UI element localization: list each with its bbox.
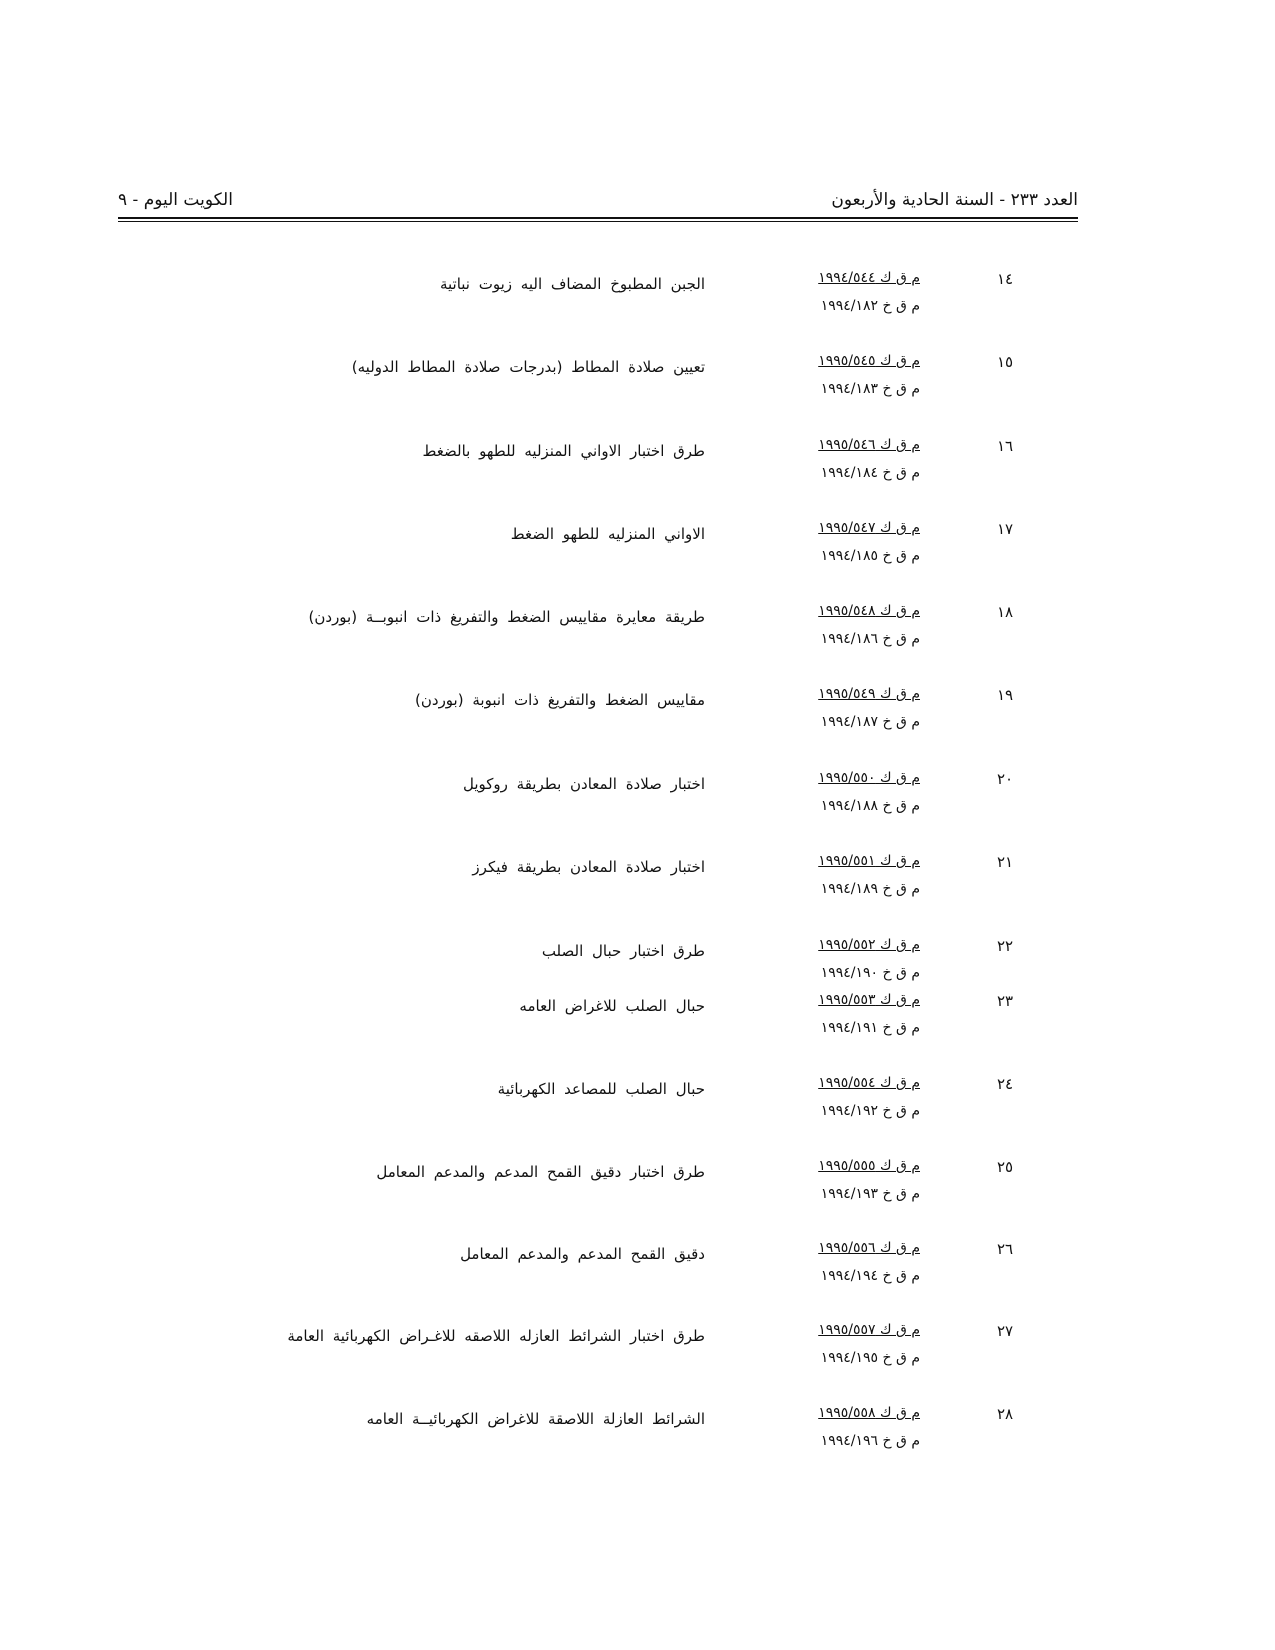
entry-code-primary: م ق ك ١٩٩٥/٥٤٧ xyxy=(818,520,920,536)
entry-code-secondary: م ق خ ١٩٩٤/١٩٢ xyxy=(820,1103,920,1119)
entry-title: طرق اختبار الاواني المنزليه للطهو بالضغط xyxy=(422,442,705,460)
entry-code-primary: م ق ك ١٩٩٥/٥٥٣ xyxy=(818,992,920,1008)
entry-code-primary: م ق ك ١٩٩٤/٥٤٤ xyxy=(818,270,920,286)
entry-title: حبال الصلب للمصاعد الكهربائية xyxy=(497,1080,705,1098)
entry-number: ٢٥ xyxy=(996,1158,1014,1176)
entry-code-secondary: م ق خ ١٩٩٤/١٩١ xyxy=(820,1020,920,1036)
entry-code-primary: م ق ك ١٩٩٥/٥٥٠ xyxy=(818,770,920,786)
entry-title: اختبار صلادة المعادن بطريقة روكويل xyxy=(463,775,705,793)
entry-title: حبال الصلب للاغراض العامه xyxy=(519,997,705,1015)
entry-code-secondary: م ق خ ١٩٩٤/١٨٦ xyxy=(820,631,920,647)
list-item xyxy=(0,353,1275,423)
entry-number: ٢١ xyxy=(996,853,1014,871)
entry-code-secondary: م ق خ ١٩٩٤/١٨٧ xyxy=(820,714,920,730)
entry-number: ٢٧ xyxy=(996,1322,1014,1340)
entry-code-secondary: م ق خ ١٩٩٤/١٨٤ xyxy=(820,465,920,481)
list-item xyxy=(0,853,1275,923)
entry-title: طرق اختبار حبال الصلب xyxy=(541,942,705,960)
list-item xyxy=(0,1158,1275,1228)
entry-title: دقيق القمح المدعم والمدعم المعامل xyxy=(460,1245,705,1263)
entry-number: ٢٦ xyxy=(996,1240,1014,1258)
entry-title: الجبن المطبوخ المضاف اليه زيوت نباتية xyxy=(439,275,705,293)
entry-code-primary: م ق ك ١٩٩٥/٥٤٨ xyxy=(818,603,920,619)
list-item xyxy=(0,1075,1275,1145)
entry-code-secondary: م ق خ ١٩٩٤/١٨٨ xyxy=(820,798,920,814)
entry-title: تعيين صلادة المطاط (بدرجات صلادة المطاط الدوليه) xyxy=(351,358,705,376)
list-item xyxy=(0,520,1275,590)
entry-title: اختبار صلادة المعادن بطريقة فيكرز xyxy=(472,858,705,876)
entry-code-secondary: م ق خ ١٩٩٤/١٩٠ xyxy=(820,965,920,981)
entry-number: ١٥ xyxy=(996,353,1014,371)
entry-number: ٢٢ xyxy=(996,937,1014,955)
entry-code-primary: م ق ك ١٩٩٥/٥٤٩ xyxy=(818,686,920,702)
list-item xyxy=(0,992,1275,1062)
entry-code-primary: م ق ك ١٩٩٥/٥٥٢ xyxy=(818,937,920,953)
entry-code-primary: م ق ك ١٩٩٥/٥٥١ xyxy=(818,853,920,869)
entry-title: الاواني المنزليه للطهو الضغط xyxy=(510,525,705,543)
header-page-label: الكويت اليوم - ٩ xyxy=(118,190,233,210)
entry-code-secondary: م ق خ ١٩٩٤/١٩٥ xyxy=(820,1350,920,1366)
entry-number: ١٨ xyxy=(996,603,1014,621)
entry-code-secondary: م ق خ ١٩٩٤/١٩٤ xyxy=(820,1268,920,1284)
entry-number: ٢٣ xyxy=(996,992,1014,1010)
list-item xyxy=(0,686,1275,756)
entry-code-secondary: م ق خ ١٩٩٤/١٨٣ xyxy=(820,381,920,397)
entry-title: طريقة معايرة مقاييس الضغط والتفريغ ذات انبوبــة (بوردن) xyxy=(308,608,705,626)
entry-number: ١٧ xyxy=(996,520,1014,538)
list-item xyxy=(0,1240,1275,1310)
entry-code-secondary: م ق خ ١٩٩٤/١٩٦ xyxy=(820,1433,920,1449)
list-item xyxy=(0,437,1275,507)
entry-code-primary: م ق ك ١٩٩٥/٥٤٥ xyxy=(818,353,920,369)
list-item xyxy=(0,1322,1275,1392)
entry-code-secondary: م ق خ ١٩٩٤/١٨٩ xyxy=(820,881,920,897)
entry-code-secondary: م ق خ ١٩٩٤/١٩٣ xyxy=(820,1186,920,1202)
entry-code-primary: م ق ك ١٩٩٥/٥٤٦ xyxy=(818,437,920,453)
entry-code-secondary: م ق خ ١٩٩٤/١٨٢ xyxy=(820,298,920,314)
list-item xyxy=(0,603,1275,673)
entry-code-secondary: م ق خ ١٩٩٤/١٨٥ xyxy=(820,548,920,564)
entry-number: ٢٤ xyxy=(996,1075,1014,1093)
entry-number: ١٩ xyxy=(996,686,1014,704)
list-item xyxy=(0,270,1275,340)
entry-code-primary: م ق ك ١٩٩٥/٥٥٦ xyxy=(818,1240,920,1256)
list-item xyxy=(0,770,1275,840)
entry-code-primary: م ق ك ١٩٩٥/٥٥٨ xyxy=(818,1405,920,1421)
entry-number: ١٦ xyxy=(996,437,1014,455)
header-issue-label: العدد ٢٣٣ - السنة الحادية والأربعون xyxy=(831,190,1078,210)
entry-number: ٢٨ xyxy=(996,1405,1014,1423)
entry-title: طرق اختبار الشرائط العازله اللاصقه للاغـراض الكهربائية العامة xyxy=(287,1327,705,1345)
entry-number: ١٤ xyxy=(996,270,1014,288)
entry-title: الشرائط العازلة اللاصقة للاغراض الكهربائيــة العامه xyxy=(366,1410,705,1428)
list-item xyxy=(0,1405,1275,1475)
entry-code-primary: م ق ك ١٩٩٥/٥٥٧ xyxy=(818,1322,920,1338)
entry-title: مقاييس الضغط والتفريغ ذات انبوبة (بوردن) xyxy=(415,691,705,709)
entry-title: طرق اختبار دقيق القمح المدعم والمدعم المعامل xyxy=(376,1163,705,1181)
entry-code-primary: م ق ك ١٩٩٥/٥٥٥ xyxy=(818,1158,920,1174)
entry-number: ٢٠ xyxy=(996,770,1014,788)
entry-code-primary: م ق ك ١٩٩٥/٥٥٤ xyxy=(818,1075,920,1091)
